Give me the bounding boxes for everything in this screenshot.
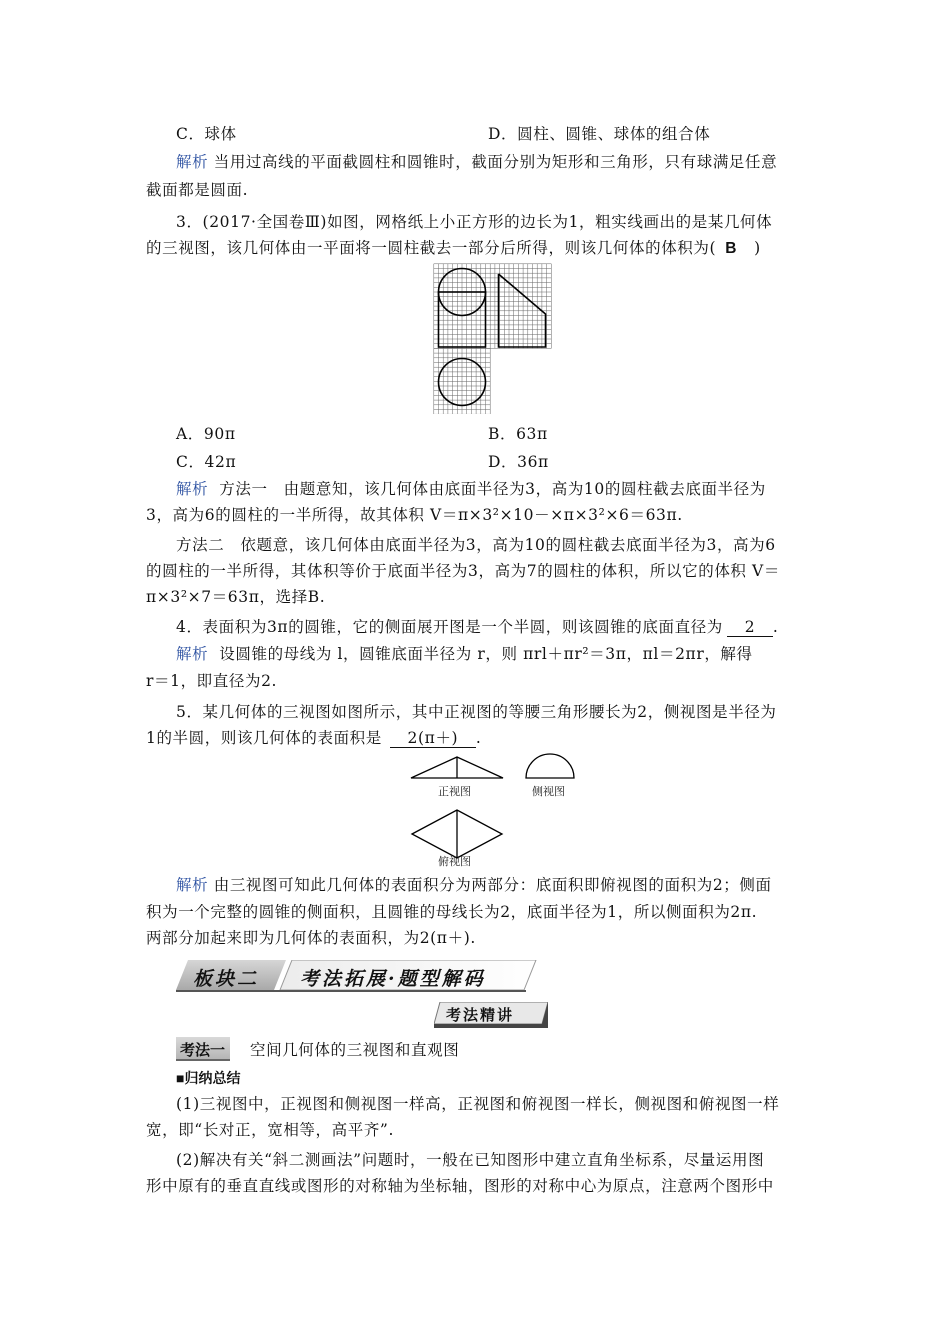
q3-option-c: C．42π [176, 453, 237, 471]
q3-option-d: D．36π [488, 453, 549, 471]
q5-analysis-line-2: 积为一个完整的圆锥的侧面积，且圆锥的母线长为2，底面半径为1，所以侧面积为2π. [146, 903, 758, 921]
q3-stem-text: 的三视图，该几何体由一平面将一圆柱截去一部分后所得，则该几何体的体积为( [146, 239, 717, 257]
q4-answer: 2 [727, 618, 773, 637]
side-view-semicircle [526, 754, 574, 778]
sub-banner-label: 考法精讲 [446, 1006, 515, 1024]
q3-stem-close: ) [754, 239, 761, 257]
q3-method2-line-3: π×3²×7＝63π，选择B. [146, 588, 326, 606]
q5-three-view-figure [404, 752, 584, 867]
kaofa-tag: 考法一 [180, 1041, 226, 1059]
q3-answer: B [725, 240, 738, 257]
q3-stem-line-1: 3．(2017·全国卷Ⅲ)如图，网格纸上小正方形的边长为1，粗实线画出的是某几何体 [176, 213, 773, 231]
kaofa-title: 空间几何体的三视图和直观图 [250, 1041, 460, 1059]
grid-lines [434, 264, 552, 414]
summary-label: ■归纳总结 [176, 1070, 241, 1086]
q5-analysis-line-3: 两部分加起来即为几何体的表面积，为2(π＋). [146, 929, 476, 947]
q3-method2-line-1: 方法二 依题意，该几何体由底面半径为3，高为10的圆柱截去底面半径为3，高为6 [176, 536, 776, 554]
analysis-label: 解析 [176, 876, 209, 894]
q3-three-view-figure [432, 262, 556, 414]
q5-analysis-line-1 [176, 875, 772, 895]
q5-analysis-text: 由三视图可知此几何体的表面积分为两部分：底面积即俯视图的面积为2；侧面 [213, 876, 772, 894]
q3-analysis-text: 方法一 由题意知，该几何体由底面半径为3，高为10的圆柱截去底面半径为 [219, 480, 766, 498]
q3-analysis-line-2: 3，高为6的圆柱的一半所得，故其体积 V＝π×3²×10－×π×3²×6＝63π. [146, 506, 683, 524]
q2-analysis-text: 当用过高线的平面截圆柱和圆锥时，截面分别为矩形和三角形，只有球满足任意 [213, 153, 778, 171]
q5-stem-text: 1的半圆，则该几何体的表面积是 [146, 729, 382, 747]
top-view-caption: 俯视图 [438, 855, 471, 868]
analysis-label: 解析 [176, 480, 209, 498]
q5-stem-line-1: 5．某几何体的三视图如图所示，其中正视图的等腰三角形腰长为2，侧视图是半径为 [176, 703, 777, 721]
q3-option-b: B．63π [488, 425, 548, 443]
side-view-shape [499, 274, 546, 347]
section-banner-left: 板块二 [193, 968, 260, 990]
q2-analysis-line-1 [176, 152, 777, 172]
summary-p1-line-1: (1)三视图中，正视图和侧视图一样高，正视图和俯视图一样长，侧视图和俯视图一样 [176, 1095, 780, 1113]
q5-stem-end: . [475, 729, 482, 747]
analysis-label: 解析 [176, 645, 209, 663]
q4-analysis-line-1 [176, 644, 753, 664]
q4-analysis-text: 设圆锥的母线为 l，圆锥底面半径为 r，则 πrl＋πr²＝3π，πl＝2πr，解得 [219, 645, 753, 663]
summary-p1-line-2: 宽，即“长对正，宽相等，高平齐”. [146, 1121, 394, 1139]
q3-method2-line-2: 的圆柱的一半所得，其体积等价于底面半径为3，高为7的圆柱的体积，所以它的体积 V＝ [146, 562, 780, 580]
q5-answer: 2(π＋) [390, 729, 476, 748]
front-view-caption: 正视图 [438, 785, 471, 798]
q2-option-d: D．圆柱、圆锥、球体的组合体 [488, 125, 711, 143]
q3-stem-line-2 [146, 238, 761, 259]
summary-p2-line-2: 形中原有的垂直直线或图形的对称轴为坐标轴，图形的对称中心为原点，注意两个图形中 [146, 1177, 774, 1195]
side-view-caption: 侧视图 [532, 785, 565, 798]
q4-stem [176, 617, 778, 637]
summary-p2-line-1: (2)解决有关“斜二测画法”问题时，一般在已知图形中建立直角坐标系，尽量运用图 [176, 1151, 765, 1169]
q4-stem-text: 4．表面积为3π的圆锥，它的侧面展开图是一个半圆，则该圆锥的底面直径为 [176, 618, 723, 636]
q3-option-a: A．90π [176, 425, 236, 443]
q4-analysis-line-2: r＝1，即直径为2. [146, 672, 278, 690]
q3-analysis-line-1 [176, 479, 766, 499]
q4-stem-end: . [772, 618, 779, 636]
q5-stem-line-2 [146, 728, 481, 748]
q2-option-c: C．球体 [176, 125, 237, 143]
section-banner-right: 考法拓展·题型解码 [300, 968, 486, 990]
q2-analysis-line-2: 截面都是圆面. [146, 181, 249, 199]
analysis-label: 解析 [176, 153, 209, 171]
